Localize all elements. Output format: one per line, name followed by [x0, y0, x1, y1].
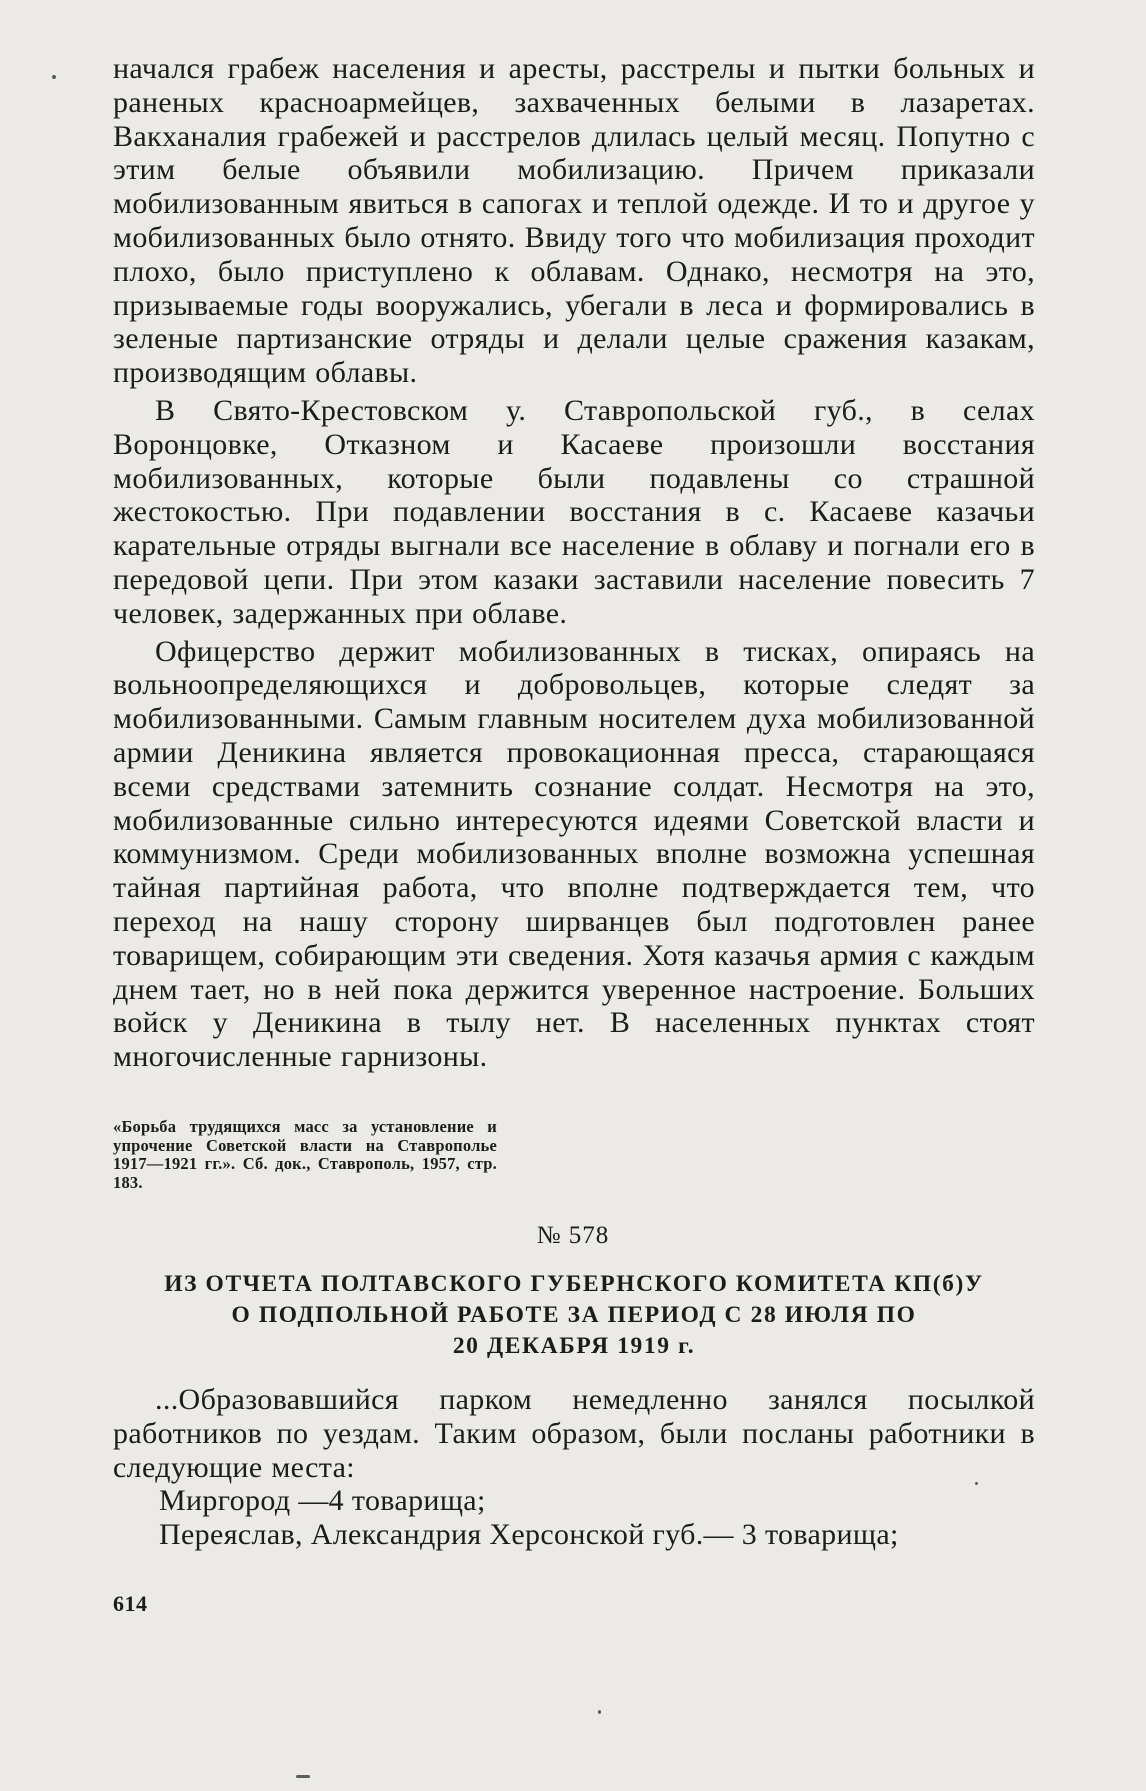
source-citation: «Борьба трудящихся масс за установление и упрочение Советской власти на Ставрополье 1917—1921 гг.». Сб. док., Ставрополь, 1957, стр. 183. — [113, 1117, 497, 1192]
dust-speck — [975, 1482, 978, 1485]
document-title-line: ИЗ ОТЧЕТА ПОЛТАВСКОГО ГУБЕРНСКОГО КОМИТЕТА КП(б)У — [164, 1271, 984, 1297]
document-number: № 578 — [536, 1222, 610, 1249]
page-number: 614 — [113, 1591, 148, 1616]
dust-speck — [296, 1775, 310, 1778]
dust-speck — [52, 75, 56, 79]
main-text — [113, 52, 1035, 1074]
paragraph-intro: ...Образовавшийся парком немедленно занялся посылкой работников по уездам. Таким образом, были посланы работники в следующие места: — [113, 1383, 1035, 1484]
document-title-line: О ПОДПОЛЬНОЙ РАБОТЕ ЗА ПЕРИОД С 28 ИЮЛЯ ПО — [231, 1302, 917, 1328]
list-item: Миргород —4 товарища; — [159, 1484, 486, 1518]
dust-speck — [598, 1710, 601, 1714]
document-title-line: 20 ДЕКАБРЯ 1919 г. — [452, 1333, 696, 1359]
report-text — [113, 1383, 1035, 1552]
list-item: Переяслав, Александрия Херсонской губ.— 3 товарища; — [159, 1518, 899, 1552]
paragraph-officers: Офицерство держит мобилизованных в тисках, опираясь на вольноопределяющихся и добровольцев, которые следят за мобилизованными. Самым главным носителем духа мобилизованной армии Деникина является провокационная пресса, старающаяся всеми средствами затемнить сознание солдат. Несмотря на это, мобилизованные сильно интересуются идеями Советской власти и коммунизмом. Среди мобилизованных вполне возможна успешная тайная партийная работа, что вполне подтверждается тем, что переход на нашу сторону ширванцев был подготовлен ранее товарищем, собирающим эти сведения. Хотя казачья армия с каждым днем тает, но в ней пока держится уверенное настроение. Больших войск у Деникина в тылу нет. В населенных пунктах стоят многочисленные гарнизоны. — [113, 634, 1035, 1074]
document-title — [113, 1269, 1035, 1362]
paragraph-continuation: начался грабеж населения и аресты, расстрелы и пытки больных и раненых красноармейцев, захваченных белыми в лазаретах. Вакханалия грабежей и расстрелов длилась целый месяц. Попутно с этим белые объявили мобилизацию. Причем приказали мобилизованным явиться в сапогах и теплой одежде. И то и другое у мобилизованных было отнято. Ввиду того что мобилизация проходит плохо, было приступлено к облавам. Однако, несмотря на это, призываемые годы вооружались, убегали в леса и формировались в зеленые партизанские отряды и делали целые сражения казакам, производящим облавы. — [113, 52, 1035, 390]
paragraph-uprising: В Свято-Крестовском у. Ставропольской губ., в селах Воронцовке, Отказном и Касаеве произошли восстания мобилизованных, которые были подавлены со страшной жестокостью. При подавлении восстания в с. Касаеве казачьи карательные отряды выгнали все население в облаву и погнали его в передовой цепи. При этом казаки заставили население повесить 7 человек, задержанных при облаве. — [113, 393, 1035, 630]
